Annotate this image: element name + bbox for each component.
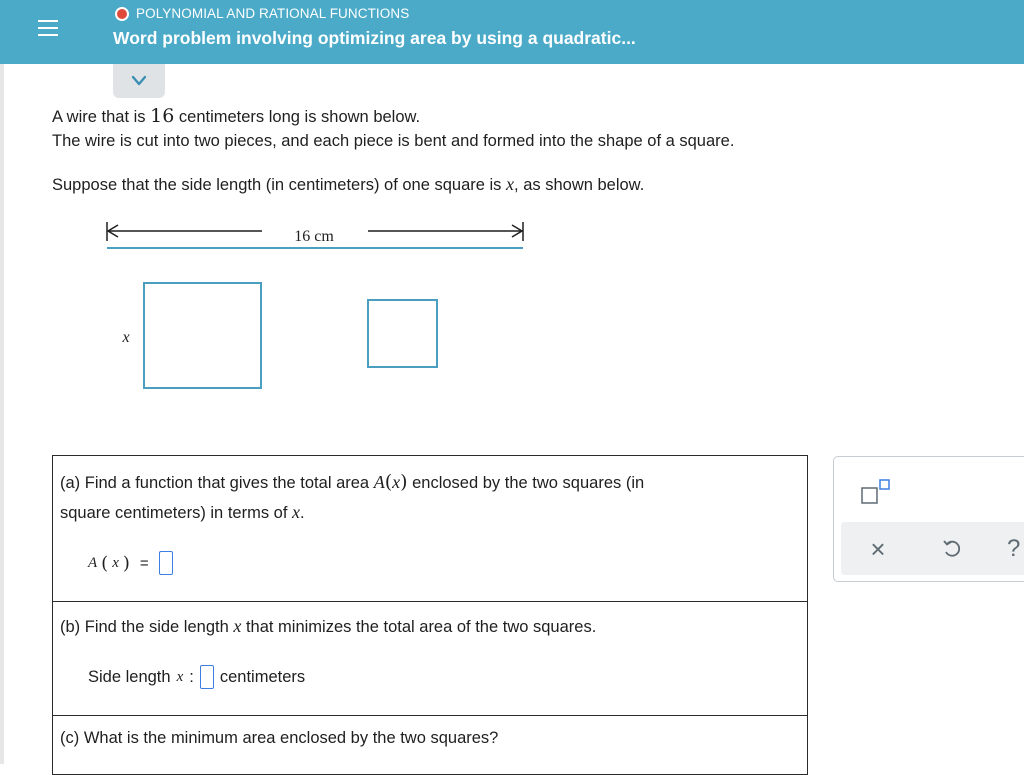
part-b-prompt-post: that minimizes the total area of the two squares. [241, 618, 597, 636]
superscript-button[interactable] [856, 475, 896, 509]
problem-line-3 [52, 172, 734, 197]
part-a-answer-input[interactable] [159, 551, 173, 575]
wire-diagram [100, 215, 540, 395]
left-rail [0, 0, 4, 764]
side-variable: x [506, 174, 515, 194]
part-a-prompt-post: enclosed by the two squares (in [407, 474, 645, 492]
part-a-box [52, 455, 808, 602]
part-c-prompt: (c) What is the minimum area enclosed by the two squares? [60, 729, 499, 747]
part-b-prompt [60, 612, 596, 642]
topic-label: POLYNOMIAL AND RATIONAL FUNCTIONS [136, 6, 410, 21]
problem-line-3-post: , as shown below. [514, 176, 645, 194]
part-a-prompt-line2-post: . [300, 504, 305, 522]
part-b-prompt-var: x [233, 616, 242, 636]
wire-figure [100, 215, 540, 395]
part-a-equals: = [139, 554, 149, 572]
part-c-box [52, 715, 808, 775]
part-b-answer-input[interactable] [200, 665, 214, 689]
help-icon: ? [1007, 535, 1021, 562]
part-a-prompt-line2-pre: square centimeters) in terms of [60, 504, 292, 522]
part-a-prompt: (a) Find a function that gives the total area A(x) enclosed by the two squares (in square centimeters) in terms of x. [60, 471, 645, 522]
clear-button[interactable] [861, 532, 895, 566]
topic-breadcrumb [115, 6, 409, 21]
menu-button[interactable] [22, 6, 74, 50]
part-a-answer-arg: x [112, 554, 119, 571]
part-b-box [52, 601, 808, 716]
problem-line-3-pre: Suppose that the side length (in centimeters) of one square is [52, 176, 507, 194]
problem-line-1 [52, 104, 734, 129]
part-a-answer-row: A ( x ) = [88, 551, 173, 575]
part-b-answer-var: x [176, 668, 184, 685]
undo-icon [941, 538, 963, 560]
part-a-func-arg: x [392, 472, 401, 492]
part-a-prompt-pre: (a) Find a function that gives the total area [60, 474, 374, 492]
undo-button[interactable] [935, 532, 969, 566]
part-b-answer-label: Side length [88, 667, 171, 686]
header-bar [0, 0, 1024, 64]
expand-header-button[interactable] [113, 64, 165, 98]
part-a-func-name: A [373, 472, 385, 492]
wire-length-value: 16 [150, 105, 175, 127]
hamburger-menu-icon [35, 15, 61, 41]
part-b-answer-row [88, 665, 305, 689]
part-b-answer-colon: : [189, 667, 194, 686]
problem-line-2: The wire is cut into two pieces, and each piece is bent and formed into the shape of a square. [52, 132, 735, 150]
square-small [368, 300, 437, 367]
topic-status-icon [115, 7, 129, 21]
superscript-icon [859, 477, 893, 507]
problem-line-1-post: centimeters long is shown below. [174, 108, 421, 126]
part-b-prompt-pre: (b) Find the side length [60, 618, 234, 636]
wire-length-label: 16 cm [294, 228, 334, 245]
problem-statement [52, 104, 734, 197]
part-a-prompt-line2-var: x [292, 502, 300, 522]
panel-toolbar [841, 522, 1024, 575]
square-large [144, 283, 261, 388]
page-title: Word problem involving optimizing area by using a quadratic... [113, 28, 636, 48]
part-b-unit-label: centimeters [219, 667, 306, 686]
problem-line-1-pre: A wire that is [52, 108, 151, 126]
help-button[interactable] [1007, 532, 1024, 566]
chevron-down-icon [129, 74, 149, 88]
part-a-answer-func: A [88, 554, 98, 571]
math-input-panel [833, 456, 1024, 582]
clear-icon: × [870, 533, 886, 564]
square-side-label: x [122, 329, 130, 346]
